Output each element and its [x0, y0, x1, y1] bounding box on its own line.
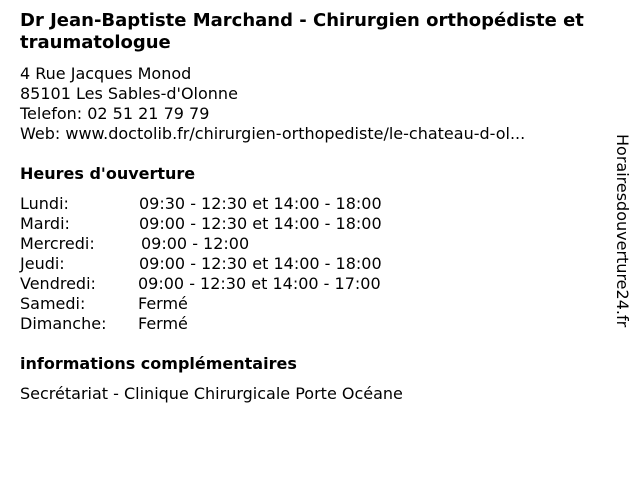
city-address: 85101 Les Sables-d'Olonne — [20, 84, 238, 103]
hours-row-saturday — [20, 294, 382, 314]
address-block — [20, 64, 525, 144]
info-text: Secrétariat - Clinique Chirurgicale Porte Océane — [20, 384, 403, 403]
hours-row-wednesday — [20, 234, 382, 254]
day-label: Samedi: — [20, 294, 86, 313]
hours-row-thursday — [20, 254, 382, 274]
day-label: Mardi: — [20, 214, 70, 233]
hours-row-friday — [20, 274, 382, 294]
day-label: Dimanche: — [20, 314, 107, 333]
hours-row-tuesday — [20, 214, 382, 234]
time-value: 09:00 - 12:30 et 14:00 - 18:00 — [139, 214, 382, 233]
website-link[interactable]: Web: www.doctolib.fr/chirurgien-orthopediste/le-chateau-d-ol... — [20, 124, 526, 143]
time-value: 09:00 - 12:30 et 14:00 - 17:00 — [138, 274, 381, 293]
phone-number: Telefon: 02 51 21 79 79 — [20, 104, 210, 123]
hours-table — [20, 194, 382, 334]
brand-watermark[interactable]: Horairesdouverture24.fr — [613, 134, 632, 328]
hours-heading: Heures d'ouverture — [20, 164, 196, 183]
info-heading: informations complémentaires — [20, 354, 297, 373]
time-value: 09:00 - 12:00 — [141, 234, 250, 253]
day-label: Lundi: — [20, 194, 69, 213]
time-value: 09:30 - 12:30 et 14:00 - 18:00 — [139, 194, 382, 213]
day-label: Jeudi: — [20, 254, 65, 273]
day-label: Vendredi: — [20, 274, 96, 293]
street-address: 4 Rue Jacques Monod — [20, 64, 192, 83]
day-label: Mercredi: — [20, 234, 95, 253]
time-value: Fermé — [138, 314, 188, 333]
time-value: 09:00 - 12:30 et 14:00 - 18:00 — [139, 254, 382, 273]
hours-row-monday — [20, 194, 382, 214]
hours-row-sunday — [20, 314, 382, 334]
time-value: Fermé — [138, 294, 188, 313]
page-title: Dr Jean-Baptiste Marchand - Chirurgien orthopédiste et traumatologue — [20, 10, 584, 53]
